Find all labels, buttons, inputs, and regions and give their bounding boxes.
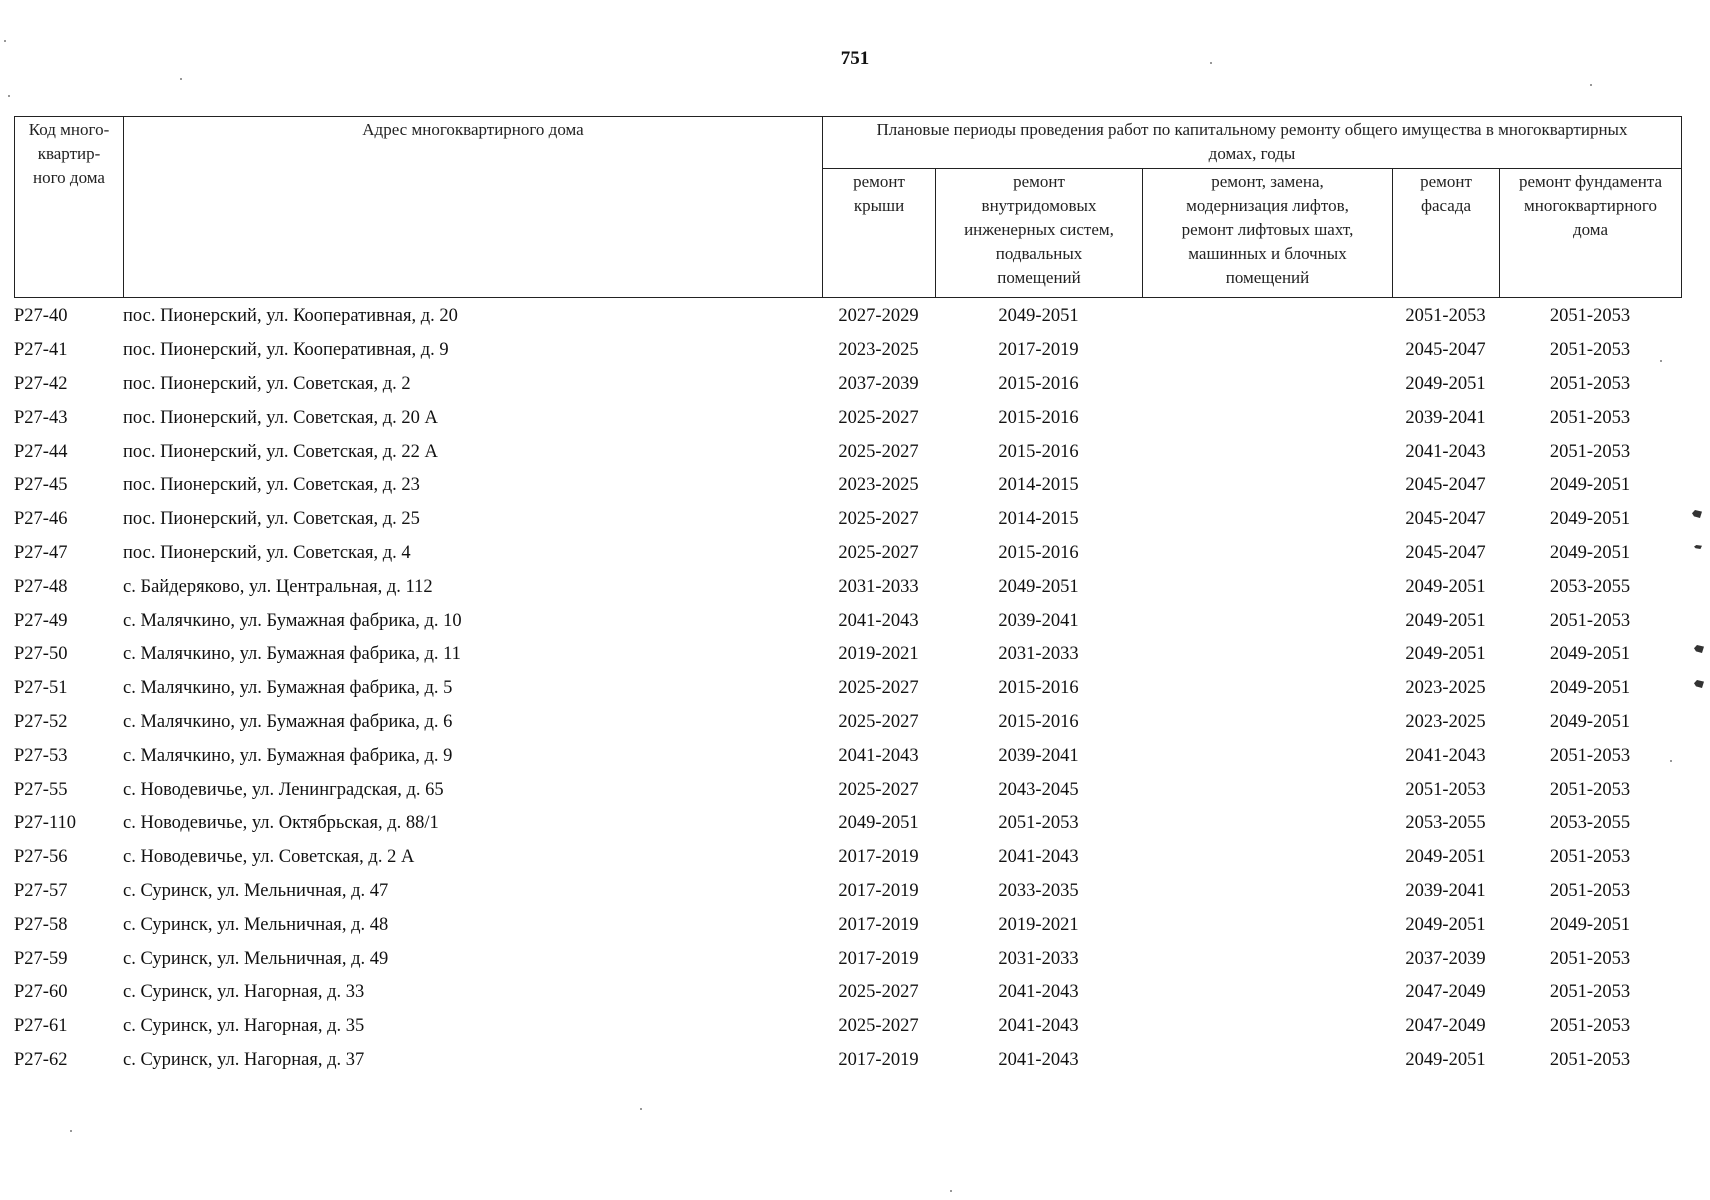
table-row bbox=[14, 368, 1681, 402]
table-row bbox=[14, 841, 1681, 875]
table-row bbox=[14, 435, 1681, 469]
cell-code: P27-41 bbox=[14, 340, 68, 361]
cell-elevators bbox=[1142, 706, 1392, 740]
table-row bbox=[14, 300, 1681, 334]
cell-foundation: 2051-2053 bbox=[1549, 847, 1631, 868]
cell-foundation: 2049-2051 bbox=[1549, 711, 1631, 732]
cell-address: с. Новодевичье, ул. Ленинградская, д. 65 bbox=[123, 779, 444, 800]
header-periods-label: Плановые периоды проведения работ по капитальному ремонту общего имущества в многоквартирных домах, годы bbox=[876, 120, 1628, 163]
scan-blot bbox=[1694, 645, 1704, 653]
header-roof bbox=[823, 169, 936, 298]
cell-facade: 2047-2049 bbox=[1405, 982, 1486, 1003]
cell-address: с. Байдеряково, ул. Центральная, д. 112 bbox=[123, 576, 433, 597]
cell-facade: 2049-2051 bbox=[1405, 576, 1486, 597]
table-row bbox=[14, 942, 1681, 976]
cell-elevators bbox=[1142, 638, 1392, 672]
scan-speck bbox=[1210, 62, 1212, 64]
cell-code: P27-44 bbox=[14, 441, 68, 462]
cell-facade: 2051-2053 bbox=[1405, 779, 1486, 800]
data-table bbox=[14, 300, 1681, 1077]
cell-elevators bbox=[1142, 334, 1392, 368]
header-roof-label: ремонт крыши bbox=[853, 172, 905, 216]
cell-foundation: 2051-2053 bbox=[1549, 948, 1631, 969]
table-row bbox=[14, 401, 1681, 435]
cell-roof: 2025-2027 bbox=[838, 982, 919, 1003]
cell-code: P27-51 bbox=[14, 678, 68, 699]
cell-code: P27-48 bbox=[14, 576, 68, 597]
header-facade bbox=[1393, 169, 1500, 298]
cell-engineering: 2049-2051 bbox=[998, 306, 1079, 327]
table-row bbox=[14, 706, 1681, 740]
cell-engineering: 2015-2016 bbox=[998, 407, 1079, 428]
cell-address: с. Новодевичье, ул. Октябрьская, д. 88/1 bbox=[123, 813, 439, 834]
cell-engineering: 2017-2019 bbox=[998, 340, 1079, 361]
scan-speck bbox=[950, 1190, 952, 1192]
cell-address: с. Малячкино, ул. Бумажная фабрика, д. 6 bbox=[123, 711, 453, 732]
header-engineering bbox=[936, 169, 1143, 298]
scan-speck bbox=[1660, 360, 1662, 362]
header-code bbox=[15, 117, 124, 298]
cell-address: с. Суринск, ул. Нагорная, д. 35 bbox=[123, 1016, 365, 1037]
cell-elevators bbox=[1142, 773, 1392, 807]
cell-address: пос. Пионерский, ул. Советская, д. 4 bbox=[123, 542, 411, 563]
cell-elevators bbox=[1142, 908, 1392, 942]
cell-engineering: 2043-2045 bbox=[998, 779, 1079, 800]
header-address bbox=[124, 117, 823, 298]
cell-roof: 2025-2027 bbox=[838, 441, 919, 462]
cell-elevators bbox=[1142, 435, 1392, 469]
cell-engineering: 2015-2016 bbox=[998, 542, 1079, 563]
cell-code: P27-49 bbox=[14, 610, 68, 631]
cell-foundation: 2051-2053 bbox=[1549, 441, 1631, 462]
cell-foundation: 2051-2053 bbox=[1549, 610, 1631, 631]
cell-roof: 2041-2043 bbox=[838, 610, 919, 631]
cell-address: пос. Пионерский, ул. Кооперативная, д. 9 bbox=[123, 340, 449, 361]
cell-engineering: 2031-2033 bbox=[998, 644, 1079, 665]
cell-engineering: 2015-2016 bbox=[998, 711, 1079, 732]
cell-elevators bbox=[1142, 807, 1392, 841]
cell-engineering: 2014-2015 bbox=[998, 509, 1079, 530]
header-foundation bbox=[1500, 169, 1682, 298]
cell-address: с. Суринск, ул. Мельничная, д. 48 bbox=[123, 914, 389, 935]
table-row bbox=[14, 1044, 1681, 1078]
cell-address: с. Малячкино, ул. Бумажная фабрика, д. 9 bbox=[123, 745, 453, 766]
cell-address: пос. Пионерский, ул. Советская, д. 20 А bbox=[123, 407, 438, 428]
cell-engineering: 2041-2043 bbox=[998, 982, 1079, 1003]
header-facade-label: ремонт фасада bbox=[1420, 172, 1472, 216]
scan-speck bbox=[70, 1130, 72, 1132]
cell-address: с. Малячкино, ул. Бумажная фабрика, д. 11 bbox=[123, 644, 461, 665]
cell-elevators bbox=[1142, 469, 1392, 503]
table-row bbox=[14, 537, 1681, 571]
header-elevators-label: ремонт, замена, модернизация лифтов, ремонт лифтовых шахт, машинных и блочных помещений bbox=[1181, 172, 1354, 288]
cell-code: P27-53 bbox=[14, 745, 68, 766]
cell-address: пос. Пионерский, ул. Кооперативная, д. 20 bbox=[123, 306, 458, 327]
table-row bbox=[14, 908, 1681, 942]
cell-foundation: 2049-2051 bbox=[1549, 542, 1631, 563]
cell-engineering: 2039-2041 bbox=[998, 745, 1079, 766]
cell-elevators bbox=[1142, 942, 1392, 976]
cell-elevators bbox=[1142, 841, 1392, 875]
cell-elevators bbox=[1142, 401, 1392, 435]
cell-address: пос. Пионерский, ул. Советская, д. 23 bbox=[123, 475, 420, 496]
cell-elevators bbox=[1142, 739, 1392, 773]
cell-code: P27-43 bbox=[14, 407, 68, 428]
cell-facade: 2045-2047 bbox=[1405, 509, 1486, 530]
cell-engineering: 2014-2015 bbox=[998, 475, 1079, 496]
cell-address: с. Малячкино, ул. Бумажная фабрика, д. 10 bbox=[123, 610, 462, 631]
cell-engineering: 2031-2033 bbox=[998, 948, 1079, 969]
cell-facade: 2037-2039 bbox=[1405, 948, 1486, 969]
header-foundation-label: ремонт фундамента многоквартирного дома bbox=[1518, 172, 1663, 240]
cell-roof: 2023-2025 bbox=[838, 340, 919, 361]
cell-address: с. Новодевичье, ул. Советская, д. 2 А bbox=[123, 847, 415, 868]
cell-code: P27-50 bbox=[14, 644, 68, 665]
cell-roof: 2019-2021 bbox=[838, 644, 919, 665]
table-body bbox=[14, 300, 1681, 1077]
cell-facade: 2049-2051 bbox=[1405, 847, 1486, 868]
scan-speck bbox=[8, 95, 10, 97]
table-row bbox=[14, 503, 1681, 537]
cell-foundation: 2051-2053 bbox=[1549, 407, 1631, 428]
cell-elevators bbox=[1142, 875, 1392, 909]
cell-code: P27-55 bbox=[14, 779, 68, 800]
cell-facade: 2049-2051 bbox=[1405, 914, 1486, 935]
cell-code: P27-59 bbox=[14, 948, 68, 969]
table-row bbox=[14, 807, 1681, 841]
header-engineering-label: ремонт внутридомовых инженерных систем, подвальных помещений bbox=[964, 172, 1114, 288]
cell-elevators bbox=[1142, 300, 1392, 334]
table-row bbox=[14, 976, 1681, 1010]
cell-code: P27-57 bbox=[14, 880, 68, 901]
cell-facade: 2049-2051 bbox=[1405, 373, 1486, 394]
cell-engineering: 2015-2016 bbox=[998, 441, 1079, 462]
table-row bbox=[14, 875, 1681, 909]
cell-elevators bbox=[1142, 1044, 1392, 1078]
cell-facade: 2045-2047 bbox=[1405, 475, 1486, 496]
table-row bbox=[14, 773, 1681, 807]
cell-foundation: 2051-2053 bbox=[1549, 745, 1631, 766]
cell-facade: 2039-2041 bbox=[1405, 880, 1486, 901]
cell-code: P27-110 bbox=[14, 813, 77, 834]
cell-engineering: 2049-2051 bbox=[998, 576, 1079, 597]
cell-foundation: 2053-2055 bbox=[1549, 813, 1631, 834]
table-row bbox=[14, 570, 1681, 604]
cell-engineering: 2015-2016 bbox=[998, 373, 1079, 394]
cell-facade: 2045-2047 bbox=[1405, 542, 1486, 563]
page-number: 751 bbox=[840, 48, 870, 69]
cell-foundation: 2049-2051 bbox=[1549, 914, 1631, 935]
cell-address: пос. Пионерский, ул. Советская, д. 22 А bbox=[123, 441, 438, 462]
cell-facade: 2041-2043 bbox=[1405, 441, 1486, 462]
header-address-label: Адрес многоквартирного дома bbox=[362, 120, 584, 139]
scan-blot bbox=[1692, 510, 1702, 518]
cell-facade: 2049-2051 bbox=[1405, 644, 1486, 665]
cell-facade: 2023-2025 bbox=[1405, 711, 1486, 732]
table-row bbox=[14, 469, 1681, 503]
cell-foundation: 2051-2053 bbox=[1549, 880, 1631, 901]
cell-elevators bbox=[1142, 570, 1392, 604]
cell-elevators bbox=[1142, 368, 1392, 402]
cell-facade: 2023-2025 bbox=[1405, 678, 1486, 699]
cell-address: с. Малячкино, ул. Бумажная фабрика, д. 5 bbox=[123, 678, 453, 699]
table-row bbox=[14, 638, 1681, 672]
cell-engineering: 2033-2035 bbox=[998, 880, 1079, 901]
scan-blot bbox=[1694, 545, 1702, 549]
cell-engineering: 2019-2021 bbox=[998, 914, 1079, 935]
scan-speck bbox=[1670, 760, 1672, 762]
table-row bbox=[14, 739, 1681, 773]
cell-address: пос. Пионерский, ул. Советская, д. 25 bbox=[123, 509, 420, 530]
cell-roof: 2017-2019 bbox=[838, 914, 919, 935]
cell-engineering: 2041-2043 bbox=[998, 847, 1079, 868]
cell-elevators bbox=[1142, 976, 1392, 1010]
cell-address: с. Суринск, ул. Мельничная, д. 47 bbox=[123, 880, 389, 901]
scan-speck bbox=[180, 78, 182, 80]
cell-code: P27-62 bbox=[14, 1049, 68, 1070]
cell-code: P27-45 bbox=[14, 475, 68, 496]
cell-foundation: 2049-2051 bbox=[1549, 678, 1631, 699]
cell-address: пос. Пионерский, ул. Советская, д. 2 bbox=[123, 373, 411, 394]
cell-engineering: 2015-2016 bbox=[998, 678, 1079, 699]
cell-foundation: 2051-2053 bbox=[1549, 779, 1631, 800]
cell-code: P27-58 bbox=[14, 914, 68, 935]
cell-foundation: 2049-2051 bbox=[1549, 509, 1631, 530]
cell-facade: 2053-2055 bbox=[1405, 813, 1486, 834]
scan-speck bbox=[4, 40, 6, 42]
cell-engineering: 2039-2041 bbox=[998, 610, 1079, 631]
cell-code: P27-61 bbox=[14, 1016, 68, 1037]
cell-roof: 2025-2027 bbox=[838, 779, 919, 800]
cell-roof: 2031-2033 bbox=[838, 576, 919, 597]
table-header bbox=[14, 116, 1682, 298]
cell-roof: 2025-2027 bbox=[838, 542, 919, 563]
table-row bbox=[14, 334, 1681, 368]
cell-elevators bbox=[1142, 604, 1392, 638]
cell-roof: 2017-2019 bbox=[838, 847, 919, 868]
cell-roof: 2017-2019 bbox=[838, 948, 919, 969]
cell-roof: 2025-2027 bbox=[838, 1016, 919, 1037]
cell-code: P27-56 bbox=[14, 847, 68, 868]
cell-facade: 2049-2051 bbox=[1405, 1049, 1486, 1070]
cell-code: P27-42 bbox=[14, 373, 68, 394]
header-code-label: Код много- квартир- ного дома bbox=[28, 120, 110, 187]
scan-speck bbox=[640, 1108, 642, 1110]
cell-code: P27-40 bbox=[14, 306, 68, 327]
cell-facade: 2039-2041 bbox=[1405, 407, 1486, 428]
cell-facade: 2047-2049 bbox=[1405, 1016, 1486, 1037]
header-elevators bbox=[1143, 169, 1393, 298]
cell-code: P27-52 bbox=[14, 711, 68, 732]
cell-roof: 2037-2039 bbox=[838, 373, 919, 394]
scan-speck bbox=[1590, 84, 1592, 86]
cell-elevators bbox=[1142, 503, 1392, 537]
cell-foundation: 2051-2053 bbox=[1549, 1049, 1631, 1070]
scan-blot bbox=[1694, 680, 1704, 688]
header-periods bbox=[823, 117, 1682, 169]
table-row bbox=[14, 604, 1681, 638]
cell-roof: 2025-2027 bbox=[838, 678, 919, 699]
cell-roof: 2023-2025 bbox=[838, 475, 919, 496]
cell-code: P27-60 bbox=[14, 982, 68, 1003]
cell-engineering: 2041-2043 bbox=[998, 1049, 1079, 1070]
cell-engineering: 2051-2053 bbox=[998, 813, 1079, 834]
cell-facade: 2045-2047 bbox=[1405, 340, 1486, 361]
cell-code: P27-47 bbox=[14, 542, 68, 563]
cell-roof: 2025-2027 bbox=[838, 407, 919, 428]
table-row bbox=[14, 672, 1681, 706]
cell-roof: 2017-2019 bbox=[838, 1049, 919, 1070]
cell-roof: 2041-2043 bbox=[838, 745, 919, 766]
cell-foundation: 2053-2055 bbox=[1549, 576, 1631, 597]
cell-code: P27-46 bbox=[14, 509, 68, 530]
cell-foundation: 2051-2053 bbox=[1549, 1016, 1631, 1037]
cell-address: с. Суринск, ул. Нагорная, д. 37 bbox=[123, 1049, 365, 1070]
cell-facade: 2049-2051 bbox=[1405, 610, 1486, 631]
cell-roof: 2027-2029 bbox=[838, 306, 919, 327]
cell-roof: 2025-2027 bbox=[838, 509, 919, 530]
cell-roof: 2017-2019 bbox=[838, 880, 919, 901]
cell-elevators bbox=[1142, 537, 1392, 571]
cell-foundation: 2049-2051 bbox=[1549, 644, 1631, 665]
cell-elevators bbox=[1142, 672, 1392, 706]
cell-engineering: 2041-2043 bbox=[998, 1016, 1079, 1037]
cell-facade: 2041-2043 bbox=[1405, 745, 1486, 766]
cell-foundation: 2051-2053 bbox=[1549, 982, 1631, 1003]
cell-roof: 2049-2051 bbox=[838, 813, 919, 834]
cell-elevators bbox=[1142, 1010, 1392, 1044]
cell-foundation: 2051-2053 bbox=[1549, 340, 1631, 361]
cell-facade: 2051-2053 bbox=[1405, 306, 1486, 327]
cell-foundation: 2051-2053 bbox=[1549, 373, 1631, 394]
cell-address: с. Суринск, ул. Нагорная, д. 33 bbox=[123, 982, 365, 1003]
cell-foundation: 2049-2051 bbox=[1549, 475, 1631, 496]
cell-address: с. Суринск, ул. Мельничная, д. 49 bbox=[123, 948, 389, 969]
cell-roof: 2025-2027 bbox=[838, 711, 919, 732]
table-row bbox=[14, 1010, 1681, 1044]
cell-foundation: 2051-2053 bbox=[1549, 306, 1631, 327]
